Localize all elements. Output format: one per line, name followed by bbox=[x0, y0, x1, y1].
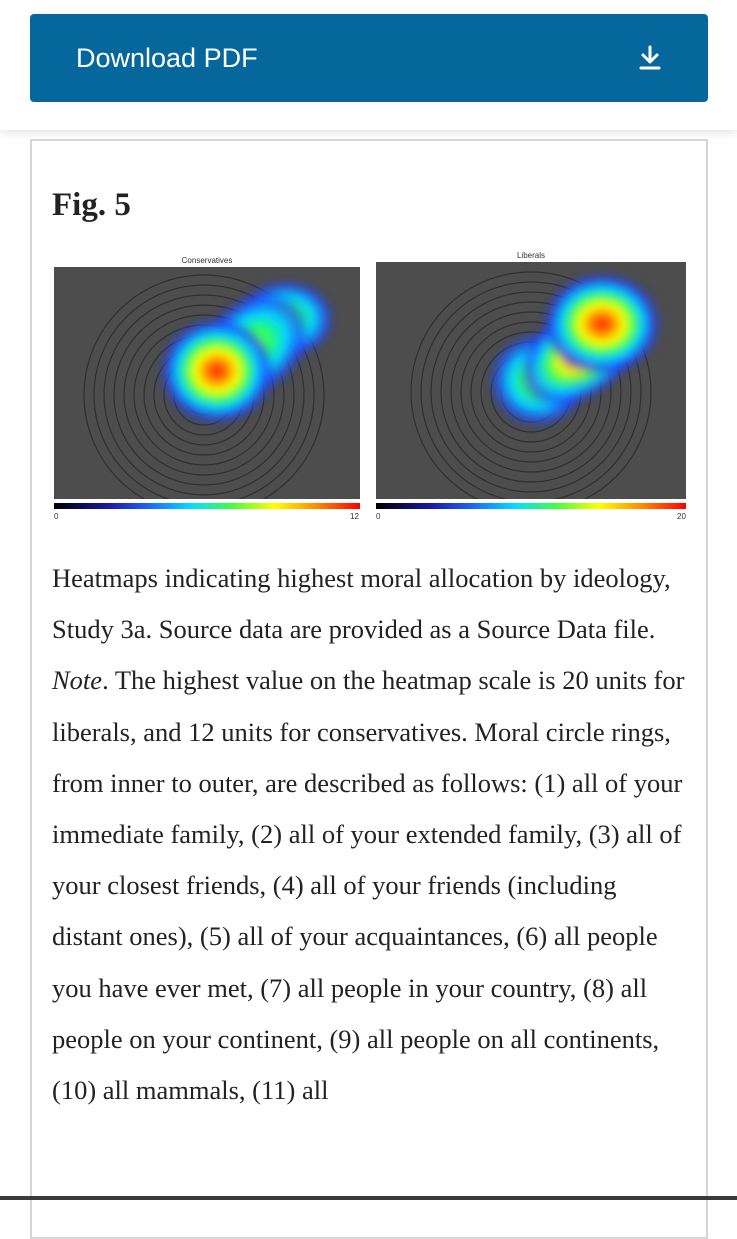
panel-title-liberals: Liberals bbox=[516, 251, 545, 260]
figure-caption bbox=[52, 553, 692, 1116]
heatmap-conservatives bbox=[54, 267, 360, 499]
caption-text-part1: Heatmaps indicating highest moral allocation by ideology, Study 3a. Source data are provided as a Source Data file. bbox=[52, 563, 671, 645]
panel-title-conservatives: Conservatives bbox=[181, 256, 233, 265]
figure-container bbox=[30, 139, 708, 1239]
colorbar-min-liberals: 0 bbox=[376, 512, 381, 521]
colorbar-max-liberals: 20 bbox=[677, 512, 686, 521]
download-icon bbox=[638, 45, 662, 71]
caption-note: Note bbox=[52, 665, 103, 696]
heatmap-conservatives-svg bbox=[54, 267, 360, 499]
heatmap-liberals-svg bbox=[376, 262, 686, 499]
colorbar-conservatives bbox=[54, 503, 360, 509]
colorbar-liberals bbox=[376, 503, 686, 509]
download-pdf-button[interactable] bbox=[30, 14, 708, 102]
bottom-divider bbox=[0, 1196, 737, 1200]
colorbar-max-conservatives: 12 bbox=[350, 512, 359, 521]
heatmap-liberals bbox=[376, 262, 686, 499]
download-pdf-label: Download PDF bbox=[76, 42, 258, 73]
figure-title: Fig. 5 bbox=[52, 187, 131, 223]
caption-text-part2: . The highest value on the heatmap scale is 20 units for liberals, and 12 units for conservatives. Moral circle rings, from inner to outer, are described as follows: (1) all of your immediate family, (2) all of your extended family, (3) all of your closest friends, (4) all of your friends (including distant ones), (5) all of your acquaintances, (6) all people you have ever met, (7) all people in your country, (8) all people on your continent, (9) all people on all continents, (10) all mammals, (11) all bbox=[52, 665, 685, 1106]
top-toolbar bbox=[0, 0, 737, 130]
colorbar-min-conservatives: 0 bbox=[54, 512, 59, 521]
